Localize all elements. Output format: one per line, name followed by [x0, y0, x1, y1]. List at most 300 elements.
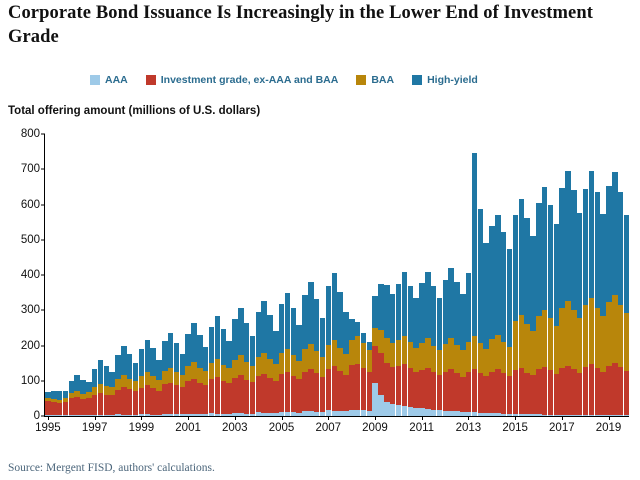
bar-segment: [507, 376, 512, 413]
bar-segment: [349, 319, 354, 340]
bar-column: [384, 134, 389, 416]
bar-segment: [413, 298, 418, 347]
bar-segment: [448, 411, 453, 416]
bar-segment: [337, 292, 342, 348]
x-axis-tick-mark: [422, 416, 423, 420]
y-axis-tick-mark: [41, 345, 45, 346]
bar-column: [612, 134, 617, 416]
source-note: Source: Mergent FISD, authors' calculations.: [8, 462, 215, 474]
bar-segment: [554, 224, 559, 326]
bar-segment: [384, 338, 389, 363]
bar-segment: [589, 298, 594, 364]
bar-segment: [314, 351, 319, 373]
bar-segment: [121, 387, 126, 414]
bar-segment: [150, 348, 155, 375]
bar-segment: [524, 373, 529, 415]
bar-segment: [74, 375, 79, 391]
bar-column: [489, 134, 494, 416]
bar-segment: [483, 413, 488, 416]
bar-segment: [489, 339, 494, 371]
bar-segment: [542, 367, 547, 415]
bar-segment: [168, 368, 173, 383]
chart-legend: [90, 72, 630, 88]
bar-segment: [197, 335, 202, 368]
bar-segment: [466, 372, 471, 412]
bar-column: [57, 134, 62, 416]
bar-segment: [618, 192, 623, 305]
bar-segment: [57, 403, 62, 415]
bar-segment: [337, 411, 342, 416]
bar-segment: [69, 415, 74, 416]
bar-segment: [86, 382, 91, 393]
x-axis-tick-mark: [328, 416, 329, 420]
bar-segment: [162, 384, 167, 414]
bar-segment: [402, 364, 407, 406]
bar-segment: [162, 414, 167, 416]
bar-segment: [215, 377, 220, 414]
bar-segment: [507, 414, 512, 416]
x-axis-tick-label: 2015: [502, 422, 528, 434]
x-axis-tick-label: 2011: [409, 422, 435, 434]
bar-segment: [267, 315, 272, 359]
bar-segment: [595, 192, 600, 308]
bar-segment: [273, 381, 278, 413]
bar-segment: [127, 415, 132, 416]
bar-column: [104, 134, 109, 416]
bar-column: [279, 134, 284, 416]
bar-column: [133, 134, 138, 416]
bar-segment: [396, 405, 401, 416]
bar-segment: [519, 315, 524, 368]
bar-column: [355, 134, 360, 416]
bar-column: [261, 134, 266, 416]
y-axis-title: Total offering amount (millions of U.S. dollars): [8, 105, 261, 117]
y-axis-tick-label: 700: [20, 163, 40, 176]
bar-segment: [279, 374, 284, 412]
bar-segment: [577, 213, 582, 319]
bar-column: [337, 134, 342, 416]
x-axis-tick-label: 2007: [315, 422, 342, 434]
bar-segment: [261, 301, 266, 353]
bar-segment: [390, 367, 395, 404]
bar-segment: [109, 372, 114, 388]
legend-item-1[interactable]: [146, 74, 339, 86]
bar-segment: [197, 368, 202, 383]
legend-item-3[interactable]: [412, 74, 478, 86]
x-axis-tick-mark: [609, 416, 610, 420]
bar-column: [226, 134, 231, 416]
bar-column: [273, 134, 278, 416]
bar-segment: [478, 343, 483, 373]
bar-segment: [612, 415, 617, 416]
bar-segment: [250, 336, 255, 366]
bar-segment: [150, 376, 155, 388]
bar-column: [618, 134, 623, 416]
bar-segment: [606, 366, 611, 415]
bar-segment: [180, 375, 185, 387]
bar-column: [530, 134, 535, 416]
bar-segment: [489, 413, 494, 416]
bar-segment: [256, 312, 261, 356]
bar-segment: [209, 413, 214, 416]
bar-column: [571, 134, 576, 416]
bar-segment: [244, 362, 249, 380]
bar-column: [396, 134, 401, 416]
bar-segment: [267, 378, 272, 413]
bar-column: [314, 134, 319, 416]
bar-column: [127, 134, 132, 416]
bar-segment: [554, 326, 559, 374]
bar-column: [115, 134, 120, 416]
bar-column: [454, 134, 459, 416]
bar-column: [250, 134, 255, 416]
x-axis-tick-mark: [95, 416, 96, 420]
bar-segment: [454, 411, 459, 416]
bar-column: [162, 134, 167, 416]
bar-segment: [337, 371, 342, 411]
bar-series-container: [45, 134, 629, 416]
bar-segment: [559, 308, 564, 368]
bar-segment: [595, 308, 600, 369]
bar-segment: [390, 294, 395, 343]
bar-segment: [145, 385, 150, 414]
bar-segment: [413, 348, 418, 372]
bar-segment: [150, 388, 155, 415]
x-axis-tick-mark: [235, 416, 236, 420]
bar-segment: [57, 391, 62, 400]
bar-segment: [536, 316, 541, 369]
bar-segment: [384, 285, 389, 338]
bar-segment: [583, 305, 588, 367]
bar-segment: [565, 301, 570, 365]
bar-segment: [104, 395, 109, 415]
bar-segment: [571, 310, 576, 369]
bar-segment: [431, 372, 436, 409]
bar-column: [302, 134, 307, 416]
bar-segment: [69, 381, 74, 393]
bar-segment: [408, 286, 413, 342]
bar-segment: [408, 368, 413, 407]
bar-segment: [98, 384, 103, 393]
bar-segment: [133, 363, 138, 381]
bar-segment: [215, 359, 220, 377]
bar-segment: [443, 372, 448, 411]
bar-segment: [51, 415, 56, 416]
bar-segment: [139, 349, 144, 376]
bar-segment: [483, 243, 488, 349]
bar-segment: [536, 203, 541, 316]
bar-segment: [378, 353, 383, 395]
bar-segment: [548, 415, 553, 416]
bar-segment: [618, 305, 623, 367]
bar-segment: [495, 335, 500, 370]
bar-column: [232, 134, 237, 416]
bar-segment: [583, 415, 588, 416]
bar-segment: [145, 414, 150, 416]
bar-segment: [425, 338, 430, 368]
bar-segment: [524, 218, 529, 324]
bar-segment: [209, 379, 214, 413]
bar-segment: [320, 412, 325, 416]
bar-segment: [606, 302, 611, 365]
x-axis-tick-label: 2013: [455, 422, 482, 434]
bar-segment: [577, 373, 582, 415]
bar-column: [209, 134, 214, 416]
bar-column: [51, 134, 56, 416]
bar-segment: [519, 414, 524, 416]
bar-segment: [466, 342, 471, 372]
bar-segment: [443, 344, 448, 372]
bar-segment: [600, 415, 605, 416]
bar-segment: [460, 294, 465, 350]
bar-segment: [98, 415, 103, 416]
bar-segment: [378, 330, 383, 353]
bar-column: [63, 134, 68, 416]
bar-segment: [291, 355, 296, 375]
bar-segment: [478, 209, 483, 343]
bar-segment: [197, 414, 202, 416]
bar-segment: [145, 372, 150, 385]
bar-segment: [419, 370, 424, 408]
bar-segment: [355, 322, 360, 336]
bar-segment: [267, 359, 272, 378]
bar-segment: [612, 363, 617, 415]
y-axis-tick-mark: [41, 204, 45, 205]
bar-segment: [571, 190, 576, 310]
bar-segment: [413, 408, 418, 416]
bar-segment: [180, 387, 185, 414]
bar-column: [600, 134, 605, 416]
legend-item-2[interactable]: [356, 74, 394, 86]
bar-column: [483, 134, 488, 416]
bar-segment: [542, 415, 547, 416]
bar-segment: [448, 268, 453, 339]
bar-segment: [115, 355, 120, 379]
bar-segment: [209, 327, 214, 364]
bar-segment: [332, 273, 337, 340]
bar-segment: [478, 413, 483, 416]
bar-segment: [372, 296, 377, 328]
bar-segment: [454, 345, 459, 373]
bar-segment: [291, 412, 296, 416]
bar-segment: [349, 365, 354, 409]
bar-segment: [238, 355, 243, 375]
bar-segment: [250, 414, 255, 416]
bar-segment: [349, 340, 354, 365]
bar-column: [372, 134, 377, 416]
bar-segment: [501, 414, 506, 416]
bar-segment: [221, 365, 226, 381]
bar-segment: [530, 331, 535, 375]
bar-segment: [203, 385, 208, 415]
bar-segment: [483, 376, 488, 413]
bar-segment: [565, 366, 570, 415]
bar-segment: [86, 398, 91, 415]
bar-segment: [612, 295, 617, 363]
bar-column: [256, 134, 261, 416]
bar-segment: [460, 377, 465, 412]
bar-column: [349, 134, 354, 416]
bar-segment: [92, 387, 97, 395]
bar-segment: [326, 286, 331, 345]
bar-column: [425, 134, 430, 416]
bar-column: [595, 134, 600, 416]
legend-label: AAA: [105, 74, 128, 86]
bar-segment: [600, 214, 605, 316]
legend-swatch-icon: [146, 75, 156, 85]
bar-column: [577, 134, 582, 416]
bar-segment: [536, 414, 541, 416]
bar-segment: [519, 199, 524, 315]
legend-item-0[interactable]: [90, 74, 128, 86]
y-axis-tick-label: 300: [20, 304, 40, 317]
x-axis-tick-label: 1997: [81, 422, 108, 434]
bar-segment: [133, 415, 138, 416]
bar-segment: [279, 304, 284, 353]
bar-segment: [127, 389, 132, 414]
bar-segment: [256, 412, 261, 416]
bar-column: [267, 134, 272, 416]
bar-column: [221, 134, 226, 416]
legend-swatch-icon: [356, 75, 366, 85]
bar-segment: [530, 375, 535, 414]
y-axis-tick-mark: [41, 310, 45, 311]
bar-segment: [104, 366, 109, 386]
bar-segment: [396, 340, 401, 366]
y-axis-tick-label: 0: [33, 410, 40, 422]
bar-segment: [548, 370, 553, 414]
bar-segment: [437, 350, 442, 375]
bar-segment: [361, 343, 366, 368]
bar-segment: [139, 388, 144, 414]
bar-segment: [191, 414, 196, 416]
x-axis-tick-mark: [188, 416, 189, 420]
bar-column: [197, 134, 202, 416]
bar-segment: [314, 299, 319, 351]
bar-segment: [454, 282, 459, 345]
bar-segment: [577, 318, 582, 372]
bar-segment: [378, 284, 383, 330]
bar-segment: [443, 280, 448, 343]
y-axis-tick-label: 400: [20, 269, 40, 281]
bar-segment: [501, 342, 506, 374]
bar-segment: [378, 395, 383, 416]
bar-column: [180, 134, 185, 416]
bar-segment: [571, 369, 576, 415]
bar-segment: [63, 415, 68, 416]
bar-column: [565, 134, 570, 416]
bar-segment: [536, 369, 541, 414]
bar-segment: [261, 413, 266, 416]
bar-segment: [437, 375, 442, 410]
bar-segment: [495, 369, 500, 413]
bar-segment: [624, 371, 629, 415]
bar-segment: [273, 364, 278, 381]
bar-segment: [355, 364, 360, 411]
bar-column: [448, 134, 453, 416]
bar-column: [69, 134, 74, 416]
bar-segment: [396, 284, 401, 340]
bar-segment: [302, 372, 307, 411]
bar-segment: [443, 411, 448, 416]
bar-segment: [431, 286, 436, 345]
bar-segment: [402, 336, 407, 364]
bar-column: [296, 134, 301, 416]
x-axis-tick-mark: [468, 416, 469, 420]
bar-column: [291, 134, 296, 416]
y-axis-tick-mark: [41, 239, 45, 240]
bar-column: [92, 134, 97, 416]
bar-segment: [472, 153, 477, 336]
bar-segment: [121, 415, 126, 416]
bar-column: [513, 134, 518, 416]
bar-segment: [250, 366, 255, 382]
bar-segment: [261, 353, 266, 374]
bar-segment: [559, 368, 564, 415]
bar-segment: [413, 372, 418, 408]
bar-segment: [98, 360, 103, 383]
bar-segment: [92, 395, 97, 415]
legend-label: High-yield: [427, 74, 478, 86]
bar-segment: [314, 412, 319, 416]
bar-segment: [109, 387, 114, 395]
bar-segment: [279, 353, 284, 373]
bar-segment: [367, 342, 372, 350]
bar-column: [320, 134, 325, 416]
bar-segment: [185, 366, 190, 381]
legend-swatch-icon: [412, 75, 422, 85]
bar-segment: [343, 312, 348, 354]
bar-segment: [185, 334, 190, 366]
bar-segment: [419, 343, 424, 370]
bar-segment: [519, 368, 524, 414]
legend-label: Investment grade, ex-AAA and BAA: [160, 74, 339, 86]
bar-segment: [513, 370, 518, 414]
bar-segment: [191, 323, 196, 362]
bar-segment: [372, 346, 377, 383]
bar-segment: [174, 372, 179, 385]
bar-segment: [203, 371, 208, 384]
bar-segment: [489, 372, 494, 414]
bar-segment: [174, 343, 179, 372]
bar-segment: [337, 348, 342, 371]
bar-segment: [384, 402, 389, 416]
bar-segment: [425, 409, 430, 416]
bar-segment: [115, 414, 120, 416]
bar-segment: [232, 378, 237, 413]
bar-column: [583, 134, 588, 416]
bar-segment: [226, 414, 231, 416]
bar-segment: [472, 412, 477, 416]
bar-segment: [308, 411, 313, 416]
bar-segment: [74, 415, 79, 416]
bar-segment: [156, 415, 161, 416]
bar-segment: [302, 295, 307, 349]
bar-segment: [162, 371, 167, 384]
y-axis-tick-mark: [41, 134, 45, 135]
x-axis-tick-mark: [48, 416, 49, 420]
bar-segment: [425, 368, 430, 409]
bar-segment: [145, 340, 150, 372]
y-axis-tick-mark: [41, 380, 45, 381]
bar-segment: [139, 376, 144, 388]
bar-segment: [320, 377, 325, 412]
bar-segment: [273, 331, 278, 363]
bar-segment: [57, 415, 62, 416]
bar-segment: [460, 412, 465, 416]
bar-column: [524, 134, 529, 416]
bar-segment: [431, 410, 436, 416]
